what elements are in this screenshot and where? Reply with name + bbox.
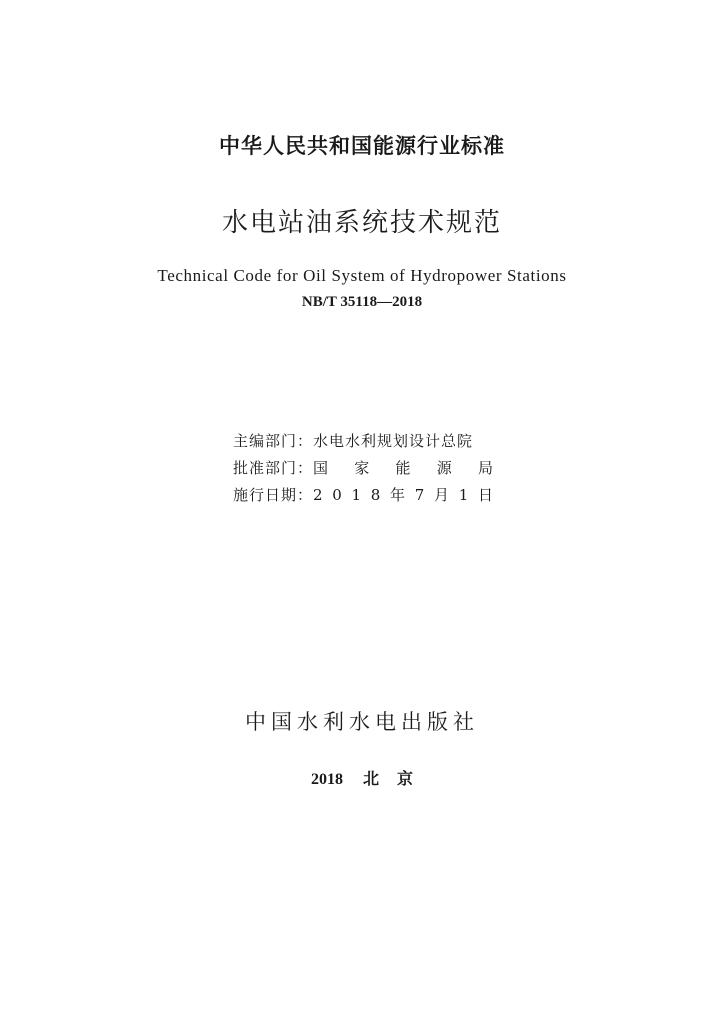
approver-char: 能 — [395, 459, 411, 477]
city-char: 北 — [362, 771, 379, 788]
approver-char: 局 — [477, 459, 493, 477]
publication-year: 2018 — [310, 771, 343, 788]
date-char: 年 — [390, 486, 406, 504]
date-char: 2 — [313, 486, 323, 504]
publication-place — [0, 766, 724, 789]
standard-code: NB/T 35118—2018 — [301, 294, 423, 310]
date-char: 1 — [351, 486, 362, 504]
editor-value: 水电水利规划设计总院 — [313, 432, 474, 450]
title-english: Technical Code for Oil System of Hydropower Stations — [157, 266, 567, 285]
date-char: 8 — [370, 486, 381, 504]
date-row — [233, 482, 493, 509]
approver-label: 批准部门： — [233, 459, 314, 477]
city-char: 京 — [397, 771, 414, 788]
editor-row — [233, 428, 493, 455]
approver-row — [233, 455, 493, 482]
date-char: 1 — [458, 486, 469, 504]
approver-char: 国 — [313, 459, 329, 477]
date-value — [313, 482, 493, 509]
editor-label: 主编部门： — [233, 432, 314, 450]
date-char: 日 — [477, 486, 493, 504]
metadata-block — [233, 428, 493, 509]
publisher-name: 中国水利水电出版社 — [245, 710, 479, 734]
approver-char: 源 — [436, 459, 452, 477]
approver-value — [313, 455, 493, 482]
date-char: 月 — [433, 486, 449, 504]
date-label: 施行日期： — [233, 486, 314, 504]
date-char: 7 — [414, 486, 425, 504]
title-chinese: 水电站油系统技术规范 — [221, 208, 502, 238]
date-char: 0 — [332, 486, 342, 504]
approver-char: 家 — [354, 459, 370, 477]
standard-category: 中华人民共和国能源行业标准 — [219, 134, 505, 158]
